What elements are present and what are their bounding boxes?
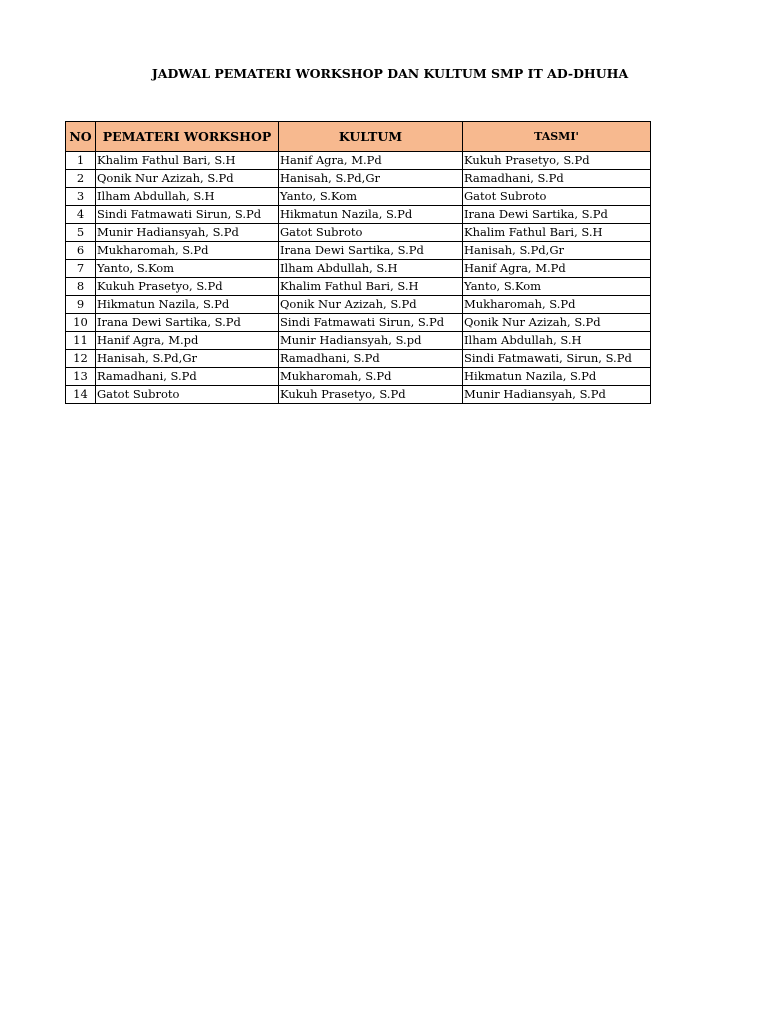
cell-kultum: Irana Dewi Sartika, S.Pd <box>279 242 463 260</box>
header-kultum: KULTUM <box>279 122 463 152</box>
cell-workshop: Kukuh Prasetyo, S.Pd <box>96 278 279 296</box>
cell-no: 9 <box>66 296 96 314</box>
cell-tasmi: Irana Dewi Sartika, S.Pd <box>463 206 651 224</box>
table-row <box>66 188 651 206</box>
schedule-table <box>65 121 651 404</box>
cell-tasmi: Gatot Subroto <box>463 188 651 206</box>
cell-kultum: Qonik Nur Azizah, S.Pd <box>279 296 463 314</box>
table-row <box>66 314 651 332</box>
cell-tasmi: Ilham Abdullah, S.H <box>463 332 651 350</box>
cell-tasmi: Munir Hadiansyah, S.Pd <box>463 386 651 404</box>
cell-kultum: Gatot Subroto <box>279 224 463 242</box>
table-body <box>66 152 651 404</box>
cell-no: 3 <box>66 188 96 206</box>
cell-kultum: Hikmatun Nazila, S.Pd <box>279 206 463 224</box>
cell-workshop: Ilham Abdullah, S.H <box>96 188 279 206</box>
header-tasmi: TASMI' <box>463 122 651 152</box>
cell-no: 10 <box>66 314 96 332</box>
cell-kultum: Hanif Agra, M.Pd <box>279 152 463 170</box>
cell-tasmi: Sindi Fatmawati, Sirun, S.Pd <box>463 350 651 368</box>
table-row <box>66 368 651 386</box>
cell-workshop: Yanto, S.Kom <box>96 260 279 278</box>
table-header-row <box>66 122 651 152</box>
cell-workshop: Irana Dewi Sartika, S.Pd <box>96 314 279 332</box>
cell-kultum: Ramadhani, S.Pd <box>279 350 463 368</box>
cell-workshop: Qonik Nur Azizah, S.Pd <box>96 170 279 188</box>
cell-tasmi: Ramadhani, S.Pd <box>463 170 651 188</box>
cell-no: 5 <box>66 224 96 242</box>
cell-no: 2 <box>66 170 96 188</box>
cell-no: 11 <box>66 332 96 350</box>
cell-tasmi: Hikmatun Nazila, S.Pd <box>463 368 651 386</box>
cell-workshop: Khalim Fathul Bari, S.H <box>96 152 279 170</box>
cell-tasmi: Qonik Nur Azizah, S.Pd <box>463 314 651 332</box>
cell-no: 7 <box>66 260 96 278</box>
cell-kultum: Ilham Abdullah, S.H <box>279 260 463 278</box>
table-row <box>66 386 651 404</box>
table-row <box>66 152 651 170</box>
table-row <box>66 296 651 314</box>
table-row <box>66 170 651 188</box>
cell-tasmi: Kukuh Prasetyo, S.Pd <box>463 152 651 170</box>
cell-tasmi: Khalim Fathul Bari, S.H <box>463 224 651 242</box>
cell-kultum: Sindi Fatmawati Sirun, S.Pd <box>279 314 463 332</box>
cell-tasmi: Hanif Agra, M.Pd <box>463 260 651 278</box>
cell-no: 12 <box>66 350 96 368</box>
table-row <box>66 260 651 278</box>
cell-tasmi: Yanto, S.Kom <box>463 278 651 296</box>
cell-workshop: Hanif Agra, M.pd <box>96 332 279 350</box>
cell-tasmi: Mukharomah, S.Pd <box>463 296 651 314</box>
cell-no: 1 <box>66 152 96 170</box>
cell-no: 8 <box>66 278 96 296</box>
cell-kultum: Kukuh Prasetyo, S.Pd <box>279 386 463 404</box>
cell-kultum: Munir Hadiansyah, S.pd <box>279 332 463 350</box>
table-row <box>66 206 651 224</box>
cell-kultum: Yanto, S.Kom <box>279 188 463 206</box>
header-no: NO <box>66 122 96 152</box>
cell-no: 6 <box>66 242 96 260</box>
cell-kultum: Mukharomah, S.Pd <box>279 368 463 386</box>
table-row <box>66 242 651 260</box>
cell-workshop: Sindi Fatmawati Sirun, S.Pd <box>96 206 279 224</box>
cell-kultum: Khalim Fathul Bari, S.H <box>279 278 463 296</box>
cell-workshop: Mukharomah, S.Pd <box>96 242 279 260</box>
document-title: JADWAL PEMATERI WORKSHOP DAN KULTUM SMP IT AD-DHUHA <box>151 66 629 81</box>
cell-workshop: Hanisah, S.Pd,Gr <box>96 350 279 368</box>
cell-workshop: Munir Hadiansyah, S.Pd <box>96 224 279 242</box>
cell-no: 13 <box>66 368 96 386</box>
cell-no: 14 <box>66 386 96 404</box>
table-row <box>66 350 651 368</box>
cell-workshop: Hikmatun Nazila, S.Pd <box>96 296 279 314</box>
table-row <box>66 332 651 350</box>
cell-workshop: Gatot Subroto <box>96 386 279 404</box>
cell-tasmi: Hanisah, S.Pd,Gr <box>463 242 651 260</box>
cell-no: 4 <box>66 206 96 224</box>
cell-workshop: Ramadhani, S.Pd <box>96 368 279 386</box>
cell-kultum: Hanisah, S.Pd,Gr <box>279 170 463 188</box>
table-row <box>66 278 651 296</box>
table-row <box>66 224 651 242</box>
header-pemateri-workshop: PEMATERI WORKSHOP <box>96 122 279 152</box>
